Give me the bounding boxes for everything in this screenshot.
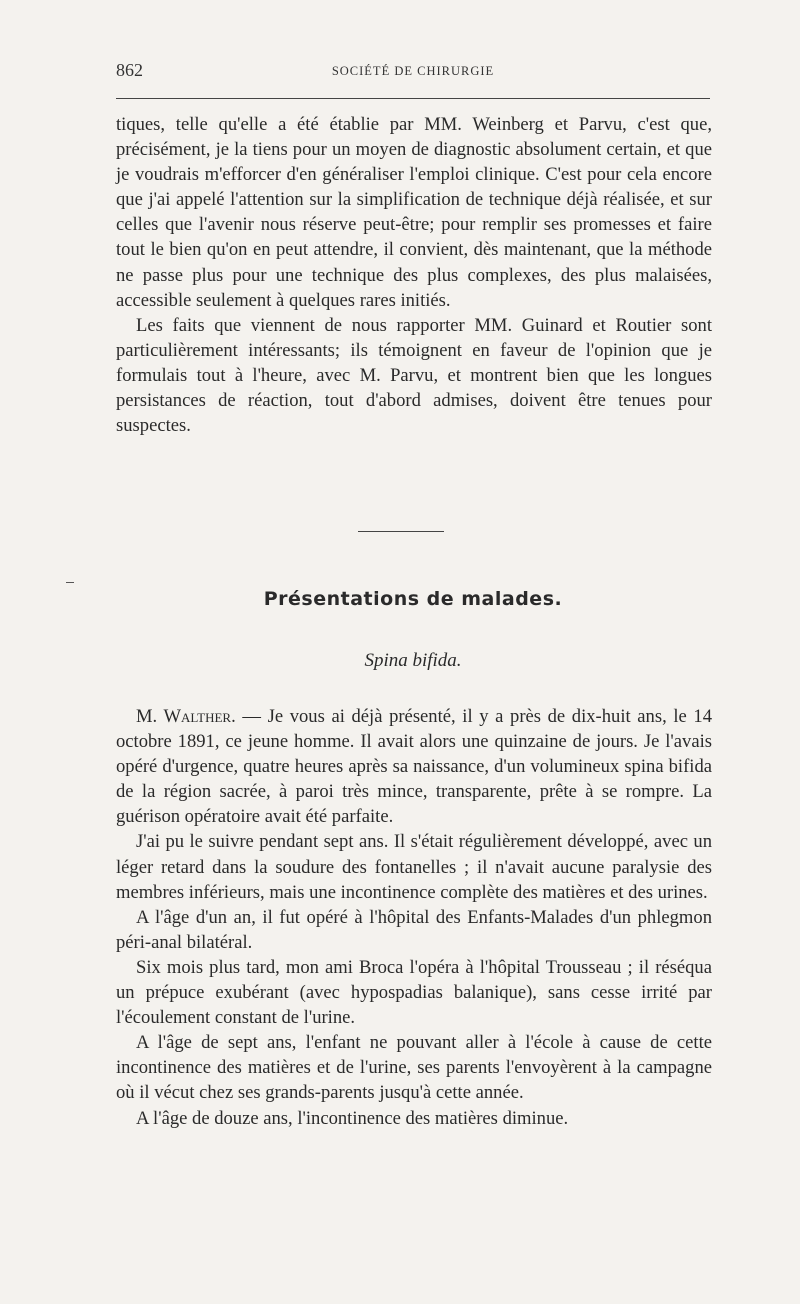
text-block-continuation xyxy=(116,112,712,438)
author-name: M. Walther. xyxy=(136,706,236,727)
header-rule xyxy=(116,98,710,99)
paragraph-text: — Je vous ai déjà présenté, il y a près de dix-huit ans, le 14 octobre 1891, ce jeune homme. Il avait alors une quinzaine de jours. Je l'avais opéré d'urgence, quatre heures après sa naissance, d'un volumineux spina bifida de la région sacrée, à paroi très mince, transparente, prête à se rompre. La guérison opératoire avait été parfaite. xyxy=(116,706,712,828)
page-number: 862 xyxy=(116,60,143,80)
paragraph: A l'âge de douze ans, l'incontinence des matières diminue. xyxy=(136,1107,569,1129)
paragraph: Les faits que viennent de nous rapporter MM. Guinard et Routier sont particulièrement intéressants; ils témoignent en faveur de l'opinion que je formulais tout à l'heure, avec M. Parvu, et montrent bien que les longues persistances de réaction, tout d'abord admises, doivent être tenues pour suspectes. xyxy=(116,314,712,437)
paragraph: A l'âge d'un an, il fut opéré à l'hôpital des Enfants-Malades d'un phlegmon péri-anal bilatéral. xyxy=(116,906,712,953)
page-header xyxy=(116,60,710,84)
paragraph: J'ai pu le suivre pendant sept ans. Il s'était régulièrement développé, avec un léger retard dans la soudure des fontanelles ; il n'avait aucune paralysie des membres inférieurs, mais une incontinence complète des matières et des urines. xyxy=(116,831,712,903)
section-divider xyxy=(358,531,444,532)
paragraph: A l'âge de sept ans, l'enfant ne pouvant aller à l'école à cause de cette incontinence des matières et de l'urine, ses parents l'envoyèrent à la campagne où il vécut chez ses grands-parents jusqu'à cette année. xyxy=(116,1032,712,1104)
paragraph: tiques, telle qu'elle a été établie par MM. Weinberg et Parvu, c'est que, précisément, je la tiens pour un moyen de diagnostic absolument certain, et que je voudrais m'efforcer d'en généraliser l'emploi clinique. C'est pour cela encore que j'ai appelé l'attention sur la simplification de technique déjà réalisée, et sur celles que l'avenir nous réserve peut-être; pour remplir ses promesses et faire tout le bien qu'on en peut attendre, il convient, dès maintenant, que la méthode ne passe plus pour une technique des plus complexes, des plus malaisées, accessible seulement à quelques rares initiés. xyxy=(116,114,712,311)
section-subtitle: Spina bifida. xyxy=(364,650,462,671)
section-title: Présentations de malades. xyxy=(263,588,563,610)
margin-mark xyxy=(66,582,74,583)
paragraph xyxy=(116,704,712,829)
running-title: SOCIÉTÉ DE CHIRURGIE xyxy=(331,64,495,78)
text-block-case xyxy=(116,704,712,1131)
paragraph: Six mois plus tard, mon ami Broca l'opéra à l'hôpital Trousseau ; il réséqua un prépuce exubérant (avec hypospadias balanique), sans cesse irrité par l'écoulement constant de l'urine. xyxy=(116,956,712,1029)
